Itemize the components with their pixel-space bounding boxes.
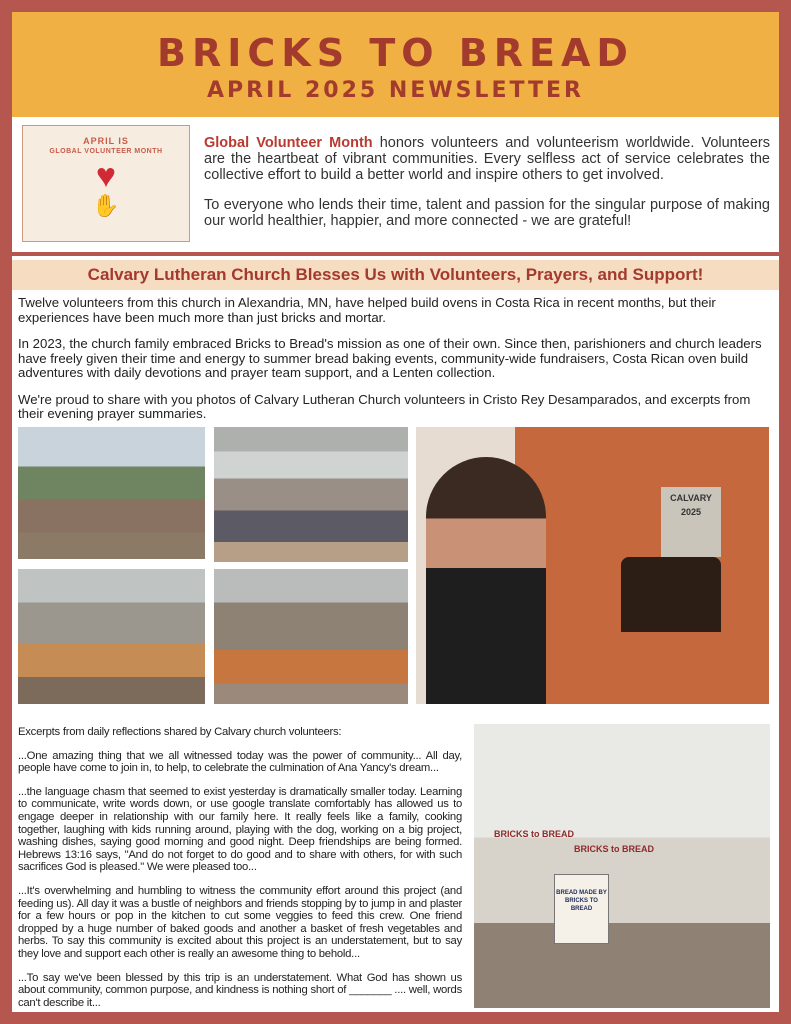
article-headline: Calvary Lutheran Church Blesses Us with Volunteers, Prayers, and Support!: [12, 260, 779, 290]
badge-line1: APRIL IS: [83, 136, 129, 146]
volunteer-month-graphic: [22, 125, 190, 242]
hand-icon: ✋: [92, 193, 120, 218]
article-paragraph: In 2023, the church family embraced Bricks to Bread's mission as one of their own. Since then, parishioners and church leaders have freely given their time and energy to summer bread baking events, community-wide fundraisers, Costa Rican oven build adventures with daily devotions and prayer team support, and a Lenten collection.: [18, 336, 762, 380]
excerpt-intro: Excerpts from daily reflections shared by Calvary church volunteers:: [18, 726, 342, 738]
shirt-logo: BRICKS to BREAD: [494, 829, 574, 839]
excerpt-paragraph: ...It's overwhelming and humbling to witness the community effort around this project (and feeding us). All day it was a bustle of neighbors and friends stopping by to jump in and plaster for a few hours or pop in the kitchen to cut some veggies to feed this crew. One friend dropped by a huge number of baked goods and another a basket of fresh vegetables and herbs. To say this community is excited about this project is an understatement, but to say they love and support each other is really an awesome thing to behold...: [18, 884, 462, 960]
heart-icon: ♥: [95, 157, 117, 195]
excerpt-paragraph: ...the language chasm that seemed to exist yesterday is dramatically smaller today. Learning to communicate, write words down, or use google translate comfortably has allowed us to engage deeper in relationship with our family here. It really feels like a family, cooking together, laughing with kids running around, playing with the dog, working on a big project, washing dishes, saying good morning and good night. Deep friendships are being formed. Hebrews 13:16 says, "And do not forget to do good and to share with others, for with such sacrifices God is pleased." We were pleased too...: [18, 785, 462, 874]
volunteer-month-para2: To everyone who lends their time, talent and passion for the singular purpose of making our world healthier, happier, and more connected - we are grateful!: [204, 197, 770, 229]
calvary-article: [12, 256, 779, 1012]
building-photo-1: [18, 569, 205, 704]
article-paragraph: We're proud to share with you photos of Calvary Lutheran Church volunteers in Cristo Rey Desamparados, and excerpts from their evening prayer summaries.: [18, 391, 751, 421]
building-photo-2: [214, 569, 408, 704]
newsletter-subtitle: APRIL 2025 NEWSLETTER: [207, 78, 584, 103]
oven-opening: [621, 557, 721, 632]
newsletter-header: [12, 12, 779, 117]
excerpt-paragraph: ...One amazing thing that we all witnessed today was the power of community... All day, people have come to join in, to help, to celebrate the culmination of Ana Yancy's dream...: [18, 749, 462, 775]
group-photo-outdoors: [18, 427, 205, 559]
article-body: [18, 296, 770, 434]
excerpt-paragraph: ...To say we've been blessed by this trip is an understatement. What God has shown us about community, common purpose, and kindness is nothing short of _______ .... well, words can't describe it...: [18, 971, 462, 1009]
group-photo-oven: [214, 427, 408, 562]
oven-portrait-photo: [416, 427, 769, 704]
shirt-logo: BRICKS to BREAD: [574, 844, 654, 854]
newsletter-title: BRICKS TO BREAD: [157, 31, 634, 75]
oven-plaque: CALVARY 2025: [661, 487, 721, 557]
volunteer-month-para1: honors volunteers and volunteerism worldwide. Volunteers are the heartbeat of vibrant communities. Every selfless act of service celebrates the collective effort to build a better world and inspire others to get involved.: [204, 135, 770, 183]
volunteer-month-lead: Global Volunteer Month: [204, 135, 373, 151]
badge-line2: GLOBAL VOLUNTEER MONTH: [49, 148, 163, 155]
article-paragraph: Twelve volunteers from this church in Alexandria, MN, have helped build ovens in Costa Rica in recent months, but their experiences have been much more than just bricks and mortar.: [18, 295, 716, 325]
volunteer-month-text: [204, 135, 770, 243]
reflection-excerpts: [18, 726, 462, 1020]
bake-sale-sign: BREAD MADE BY BRICKS TO BREAD: [554, 874, 609, 944]
photo-person: [426, 457, 546, 704]
volunteer-month-section: [12, 117, 779, 252]
bake-sale-photo: [474, 724, 770, 1008]
